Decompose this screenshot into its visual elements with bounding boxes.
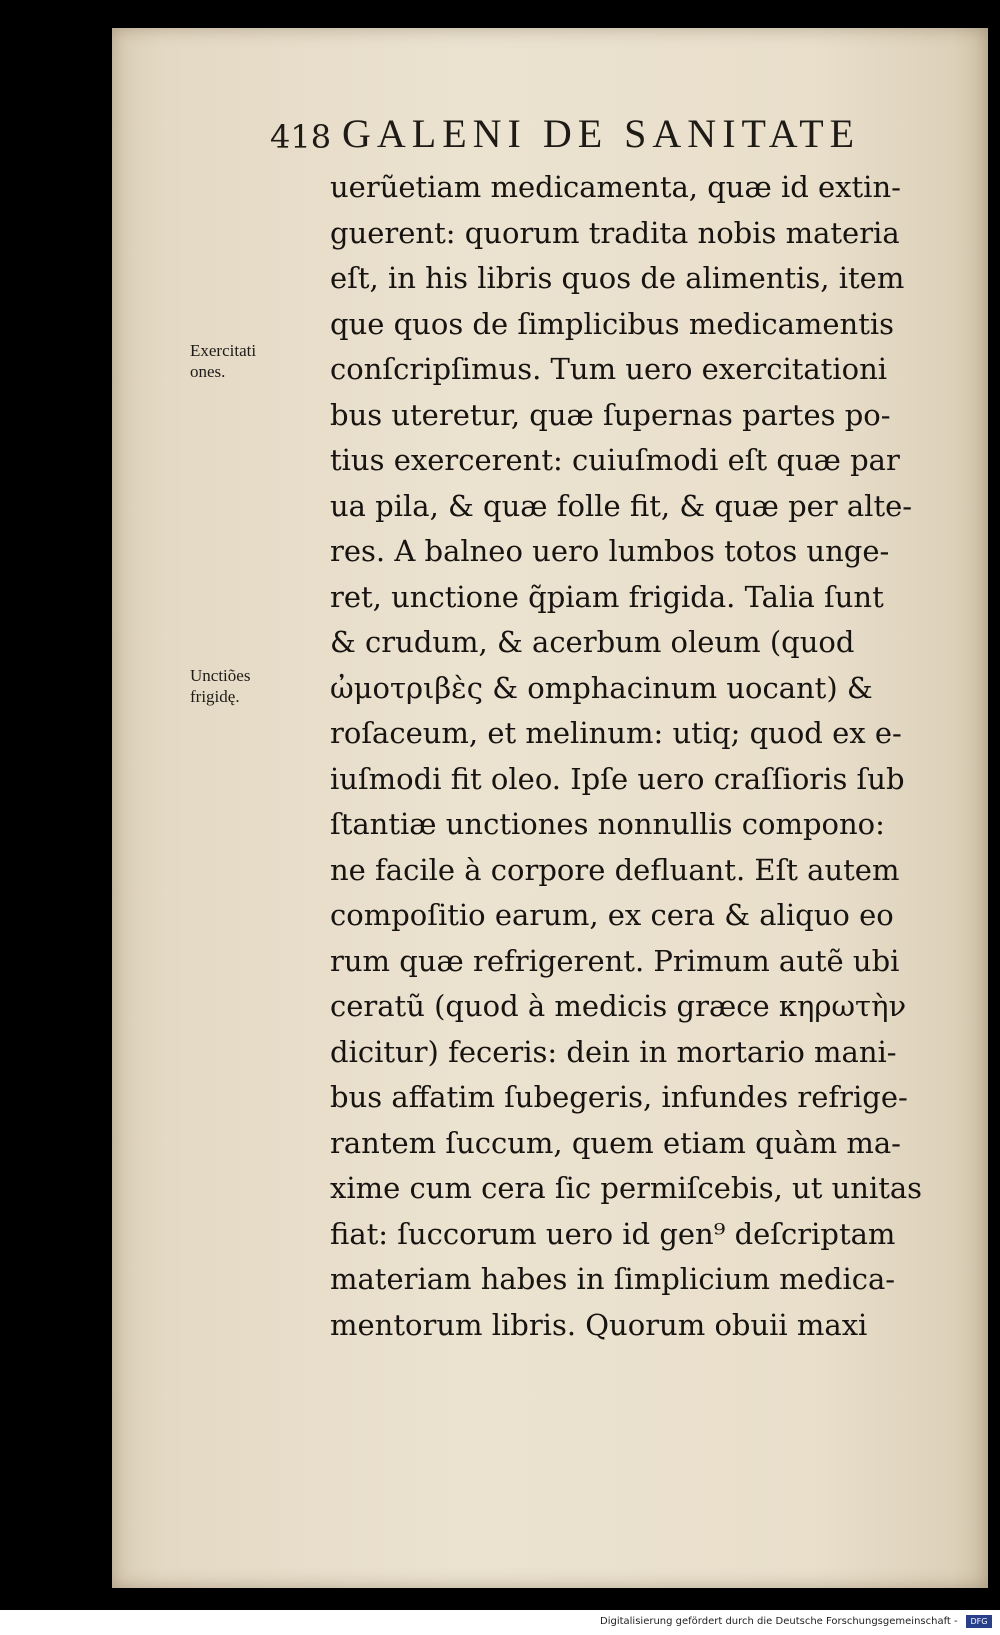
text-line: rantem ſuccum, quem etiam quàm ma- [330, 1125, 901, 1160]
running-head: GALENI DE SANITATE [342, 111, 861, 156]
text-line: rum quæ refrigerent. Primum autẽ ubi [330, 943, 900, 978]
text-line: tius exercerent: cuiuſmodi eſt quæ par [330, 443, 900, 477]
text-line: materiam habes in ſimplicium medica- [330, 1262, 896, 1296]
text-line: xime cum cera ſic permiſcebis, ut unitas [330, 1171, 923, 1205]
text-line: bus affatim ſubegeris, infundes refrige- [330, 1080, 908, 1114]
text-line: & crudum, & acerbum oleum (quod [330, 625, 855, 659]
text-line: ua pila, & quæ folle fit, & quæ per alte- [330, 488, 913, 523]
text-line: res. A balneo uero lumbos totos unge- [330, 534, 890, 568]
body-text [330, 165, 970, 1348]
text-line: compoſitio earum, ex cera & aliquo eo [330, 898, 894, 932]
text-line: guerent: quorum tradita nobis materia [330, 215, 900, 250]
text-line: dicitur) feceris: dein in mortario mani- [330, 1034, 897, 1069]
text-line: eſt, in his libris quos de alimentis, item [330, 261, 905, 295]
text-line: ceratũ (quod à medicis græce κηρωτὴν [330, 989, 907, 1023]
text-line: mentorum libris. Quorum obuii maxi [330, 1307, 868, 1342]
margin-note-line: Exercitati [190, 341, 257, 360]
margin-note-line: ones. [190, 362, 226, 381]
text-line: ret, unctione q̃piam frigida. Talia ſunt [330, 579, 884, 614]
text-line: ὠμοτριβὲς & omphacinum uocant) & [330, 670, 873, 705]
margin-note-line: Unctiões [190, 666, 251, 685]
page-number: 418 [270, 118, 332, 156]
margin-note-exercitationes [190, 340, 320, 382]
digitization-credit: Digitalisierung gefördert durch die Deutsche Forschungsgemeinschaft - [600, 1616, 958, 1627]
text-line: uerũetiam medicamenta, quæ id extin- [330, 170, 901, 204]
text-line: iuſmodi fit oleo. Ipſe uero craſſioris ſub [330, 761, 905, 796]
text-line: bus uteretur, quæ ſupernas partes po- [330, 397, 891, 432]
dfg-logo: DFG [966, 1615, 992, 1628]
text-line: roſaceum, et melinum: utiq; quod ex e- [330, 716, 902, 750]
text-line: conſcripſimus. Tum uero exercitationi [330, 352, 888, 386]
margin-note-line: frigidę. [190, 687, 240, 706]
margin-note-unctiones [190, 665, 320, 707]
text-line: ne facile à corpore defluant. Eſt autem [330, 852, 900, 887]
text-line: que quos de ſimplicibus medicamentis [330, 306, 895, 341]
text-line: ſtantiæ unctiones nonnullis compono: [330, 807, 885, 841]
text-line: fiat: ſuccorum uero id gen⁹ deſcriptam [330, 1216, 896, 1251]
